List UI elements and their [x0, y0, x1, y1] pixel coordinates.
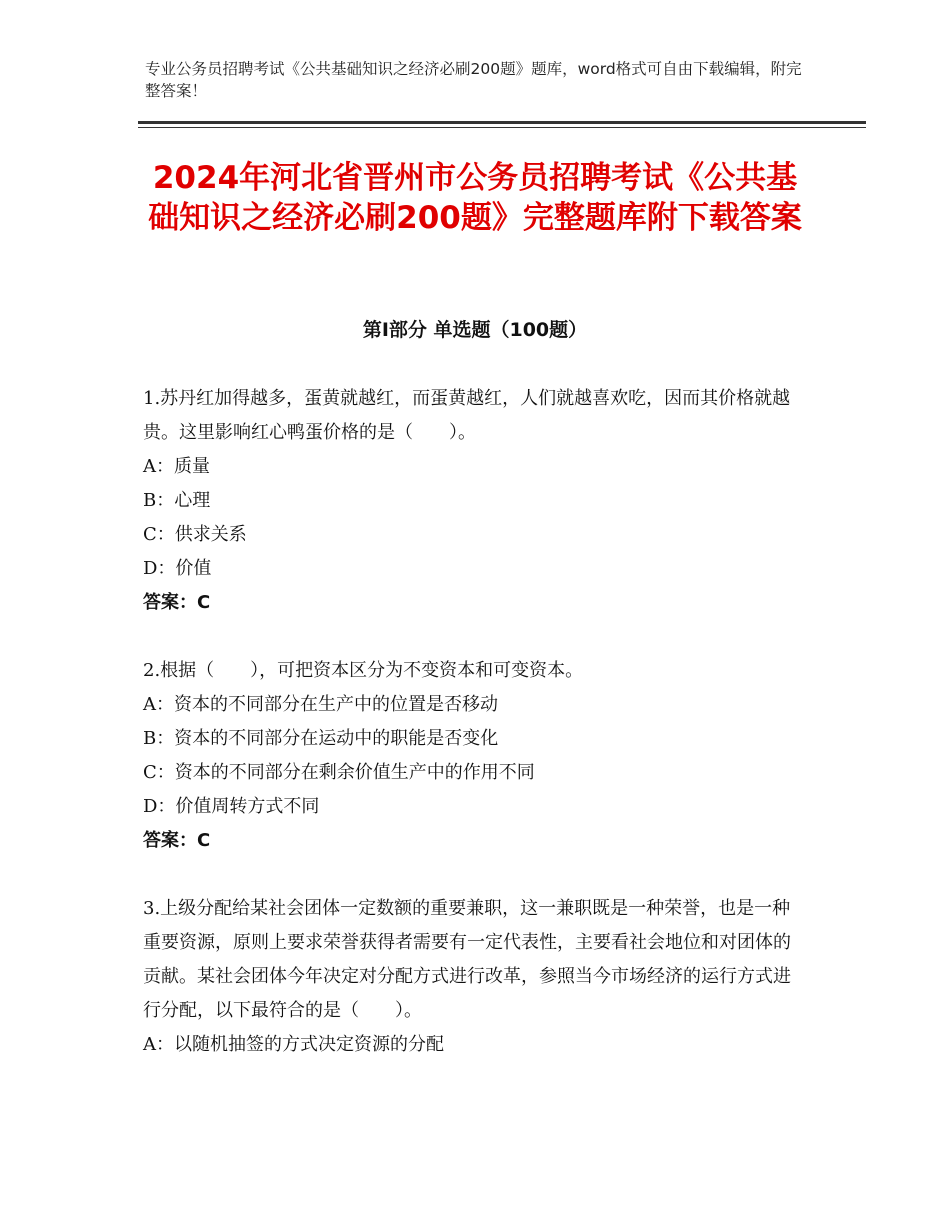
header-note: 专业公务员招聘考试《公共基础知识之经济必刷200题》题库，word格式可自由下载编辑，附完整答案！ — [145, 60, 802, 100]
header-divider-thin — [138, 127, 866, 128]
question-stem: 2.根据（ ），可把资本区分为不变资本和可变资本。 — [143, 660, 584, 681]
option-b: B：资本的不同部分在运动中的职能是否变化 — [143, 728, 499, 749]
option-c: C：资本的不同部分在剩余价值生产中的作用不同 — [143, 762, 535, 783]
document-title: 2024年河北省晋州市公务员招聘考试《公共基础知识之经济必刷200题》完整题库附下载答案 — [148, 160, 802, 236]
question-3 — [143, 892, 803, 1062]
option-b: B：心理 — [143, 490, 211, 511]
option-a: A：资本的不同部分在生产中的位置是否移动 — [143, 694, 498, 715]
question-2 — [143, 654, 803, 858]
option-d: D：价值周转方式不同 — [143, 796, 320, 817]
option-a: A：以随机抽签的方式决定资源的分配 — [143, 1034, 444, 1055]
option-a: A：质量 — [143, 456, 210, 477]
question-stem: 1.苏丹红加得越多，蛋黄就越红，而蛋黄越红，人们就越喜欢吃，因而其价格就越贵。这里影响红心鸭蛋价格的是（ ）。 — [143, 388, 791, 443]
question-list — [143, 382, 803, 1096]
question-1 — [143, 382, 803, 620]
header-divider-thick — [138, 121, 866, 124]
option-d: D：价值 — [143, 558, 212, 579]
option-c: C：供求关系 — [143, 524, 247, 545]
question-stem: 3.上级分配给某社会团体一定数额的重要兼职，这一兼职既是一种荣誉，也是一种重要资源，原则上要求荣誉获得者需要有一定代表性，主要看社会地位和对团体的贡献。某社会团体今年决定对分配方式进行改革，参照当今市场经济的运行方式进行分配，以下最符合的是（ ）。 — [143, 898, 791, 1021]
section-title: 第Ⅰ部分 单选题（100题） — [362, 319, 588, 341]
answer: 答案：C — [143, 592, 211, 613]
answer: 答案：C — [143, 830, 211, 851]
